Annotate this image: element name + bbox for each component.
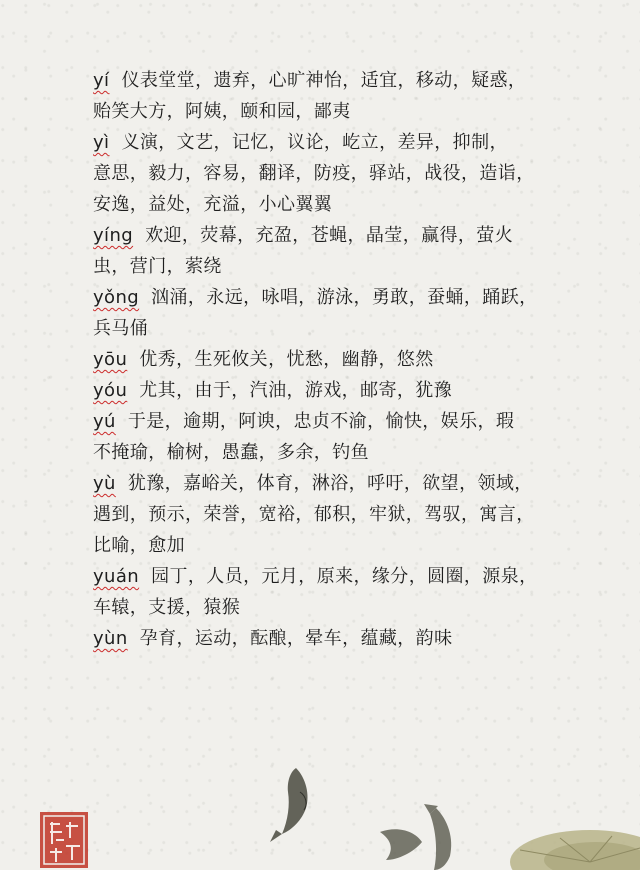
pinyin-label: yì [93, 132, 110, 153]
word-list: 欢迎，荧幕，充盈，苍蝇，晶莹，赢得，萤火 [145, 225, 514, 246]
word-list: 车辕，支援，猿猴 [93, 597, 241, 618]
koi-fish-icon [380, 804, 451, 870]
word-list: 意思，毅力，容易，翻译，防疫，驿站，战役，造诣， [93, 163, 535, 184]
word-list: 仪表堂堂，遗弃，心旷神怡，适宜，移动，疑惑， [121, 70, 527, 91]
word-list: 汹涌，永远，咏唱，游泳，勇敢，蚕蛹，踊跃， [151, 287, 538, 308]
pinyin-label: yǒng [93, 287, 140, 308]
word-list: 犹豫，嘉峪关，体育，淋浴，呼吁，欲望，领域， [127, 473, 533, 494]
pinyin-label: yí [93, 70, 110, 91]
word-list: 兵马俑 [93, 318, 149, 339]
red-seal-icon [40, 812, 88, 868]
word-list: 优秀，生死攸关，忧愁，幽静，悠然 [139, 349, 434, 370]
word-list: 孕育，运动，酝酿，晕车，蕴藏，韵味 [139, 628, 453, 649]
word-list: 比喻，愈加 [93, 535, 185, 556]
word-list: 安逸，益处，充溢，小心翼翼 [93, 194, 333, 215]
word-list: 义演，文艺，记忆，议论，屹立，差异，抑制， [121, 132, 508, 153]
lotus-leaf-icon [510, 830, 640, 870]
word-list: 不掩瑜，榆树，愚蠢，多余，钓鱼 [93, 442, 369, 463]
word-list: 遇到，预示，荣誉，宽裕，郁积，牢狱，驾驭，寓言， [93, 504, 535, 525]
word-list: 贻笑大方，阿姨，颐和园，鄙夷 [93, 101, 351, 122]
pinyin-label: yuán [93, 566, 140, 587]
word-list: 园丁，人员，元月，原来，缘分，圆圈，源泉， [151, 566, 538, 587]
pinyin-label: yùn [93, 628, 128, 649]
pinyin-label: yōu [93, 349, 128, 370]
word-list: 于是，逾期，阿谀，忠贞不渝，愉快，娱乐，瑕 [127, 411, 515, 432]
pinyin-label: yóu [93, 380, 128, 401]
pinyin-label: yù [93, 473, 116, 494]
pinyin-label: yíng [93, 225, 134, 246]
koi-fish-icon [270, 768, 308, 842]
word-list: 尤其，由于，汽油，游戏，邮寄，犹豫 [139, 380, 453, 401]
pinyin-label: yú [93, 411, 116, 432]
word-list: 虫，营门，萦绕 [93, 256, 222, 277]
